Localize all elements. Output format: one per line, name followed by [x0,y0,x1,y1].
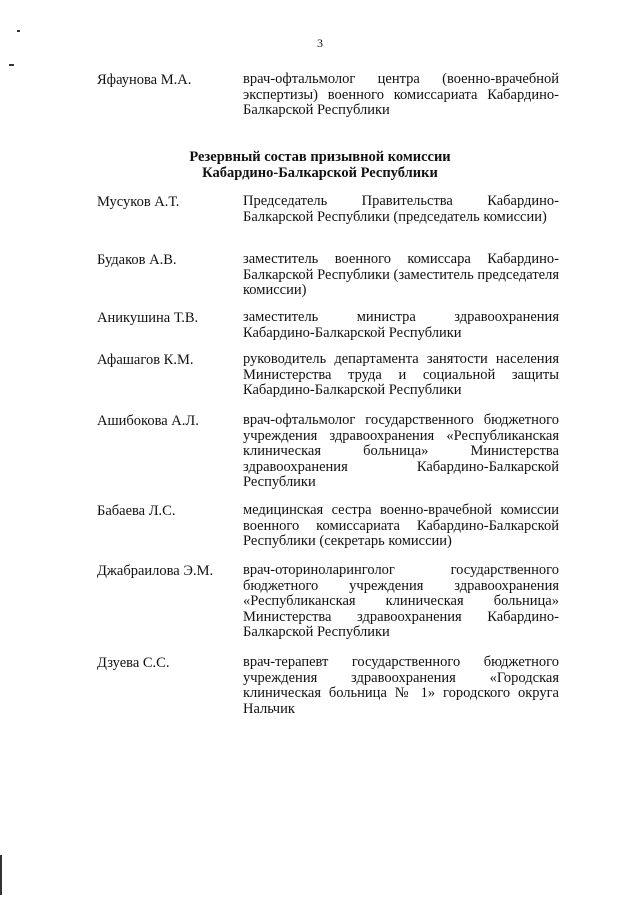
member-role: медицинская сестра военно-врачебной комиссии военного комиссариата Кабардино-Балкарской Республики (секретарь комиссии) [243,502,559,550]
section-title [0,150,640,181]
member-name: Бабаева Л.С. [97,503,176,519]
member-role: заместитель министра здравоохранения Кабардино-Балкарской Республики [243,309,559,341]
member-role: врач-оториноларинголог государственного бюджетного учреждения здравоохранения «Республиканская клиническая больница» Министерства здравоохранения Кабардино-Балкарской Республики [243,562,559,641]
member-role: руководитель департамента занятости населения Министерства труда и социальной защиты Кабардино-Балкарской Республики [243,351,559,399]
member-name: Аникушина Т.В. [97,310,199,326]
member-name: Джабраилова Э.М. [97,563,214,579]
section-title-line-2: Кабардино-Балкарской Республики [202,164,438,181]
scan-mark-top [17,30,20,32]
scan-mark-bottom [0,855,2,895]
member-name: Дзуева С.С. [97,655,170,671]
member-name: Ашибокова А.Л. [97,413,199,429]
member-role: Председатель Правительства Кабардино-Балкарской Республики (председатель комиссии) [243,193,559,225]
page-number: 3 [317,36,323,50]
member-name: Мусуков А.Т. [97,194,180,210]
member-name: Яфаунова М.А. [97,72,192,88]
member-role: врач-офтальмолог центра (военно-врачебной экспертизы) военного комиссариата Кабардино-Балкарской Республики [243,71,559,119]
member-name: Будаков А.В. [97,252,177,268]
member-role: врач-терапевт государственного бюджетного учреждения здравоохранения «Городская клиническая больница № 1» городского округа Нальчик [243,654,559,717]
member-name: Афашагов К.М. [97,352,194,368]
member-role: заместитель военного комиссара Кабардино-Балкарской Республики (заместитель председателя комиссии) [243,251,559,299]
scan-mark-top-2 [9,64,14,66]
member-role: врач-офтальмолог государственного бюджетного учреждения здравоохранения «Республиканская клиническая больница» Министерства здравоохранения Кабардино-Балкарской Республики [243,412,559,491]
section-title-line-1: Резервный состав призывной комиссии [189,149,451,165]
